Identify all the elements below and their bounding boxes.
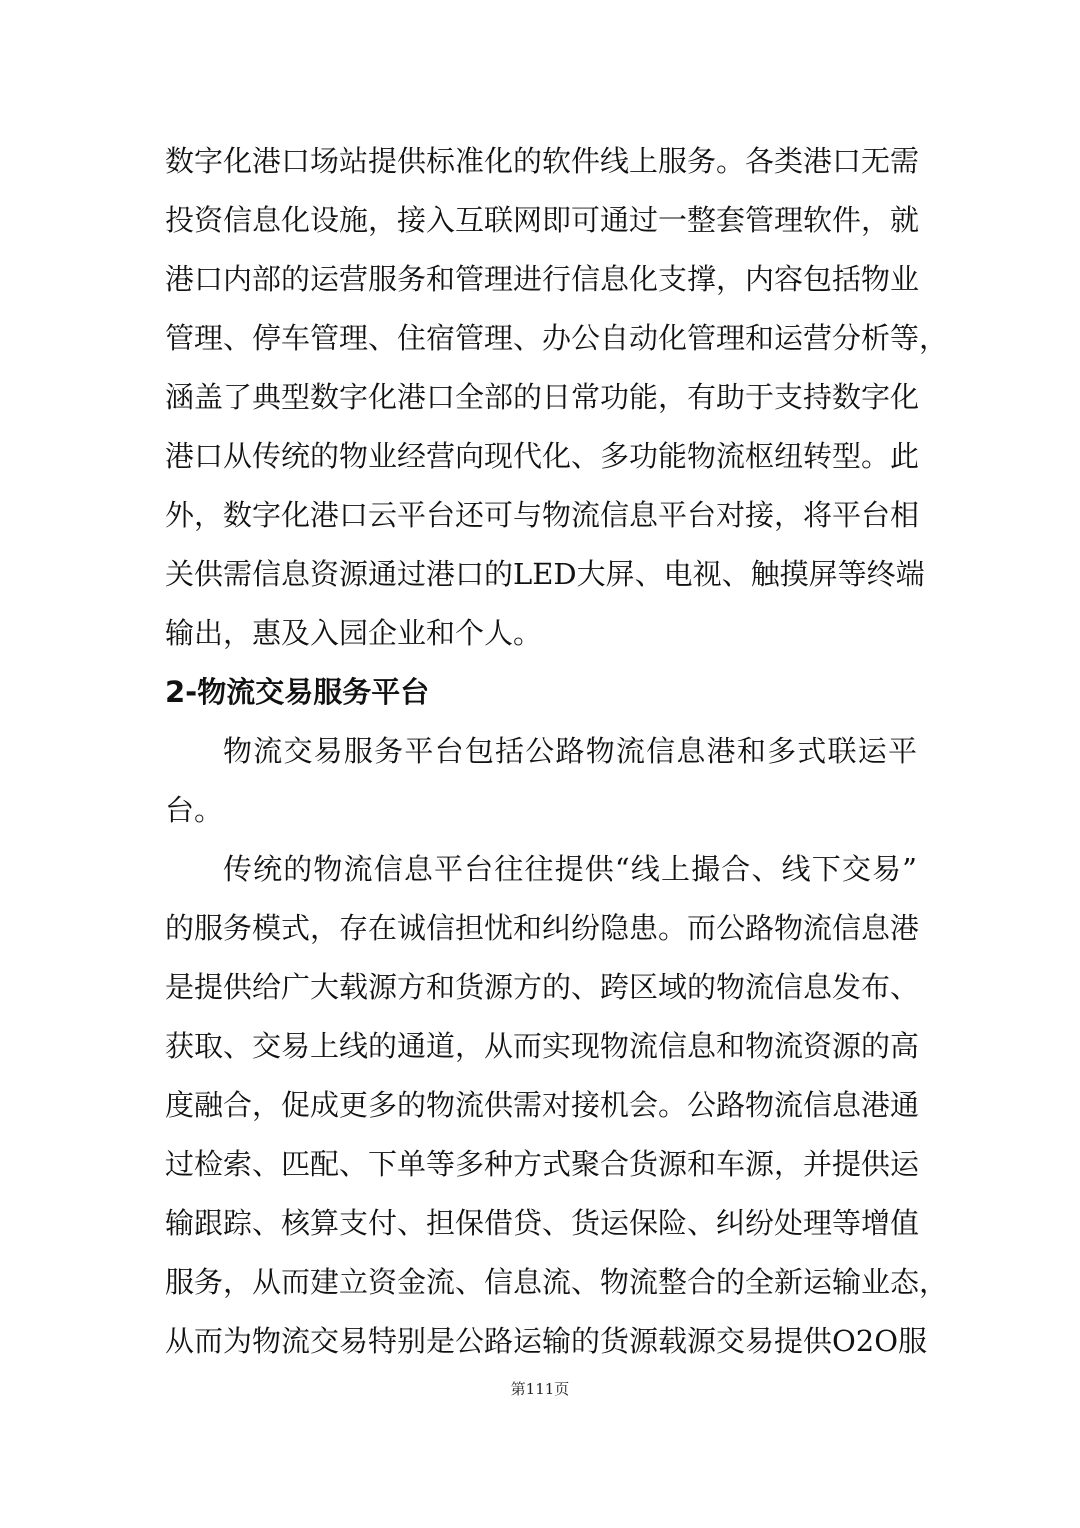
text-line: 管理、停车管理、住宿管理、办公自动化管理和运营分析等， [165, 321, 949, 355]
text-line: 投资信息化设施，接入互联网即可通过一整套管理软件，就 [165, 203, 920, 237]
section-heading: 2-物流交易服务平台 [165, 675, 430, 709]
text-line: 关供需信息资源通过港口的LED大屏、电视、触摸屏等终端 [165, 557, 925, 591]
text-line: 台。 [165, 793, 224, 827]
text-line: 输跟踪、核算支付、担保借贷、货运保险、纠纷处理等增值 [165, 1206, 920, 1240]
document-body [165, 132, 949, 1371]
text-line: 数字化港口场站提供标准化的软件线上服务。各类港口无需 [165, 144, 920, 178]
text-line: 外，数字化港口云平台还可与物流信息平台对接，将平台相 [165, 498, 920, 532]
text-line: 传统的物流信息平台往往提供“线上撮合、线下交易” [223, 852, 917, 886]
text-line: 是提供给广大载源方和货源方的、跨区域的物流信息发布、 [165, 970, 920, 1004]
text-line: 的服务模式，存在诚信担忧和纠纷隐患。而公路物流信息港 [165, 911, 920, 945]
text-line: 输出，惠及入园企业和个人。 [165, 616, 543, 650]
paragraph-road-logistics [165, 840, 949, 1371]
text-line: 过检索、匹配、下单等多种方式聚合货源和车源，并提供运 [165, 1147, 920, 1181]
paragraph-platform-intro [165, 722, 917, 840]
text-line: 度融合，促成更多的物流供需对接机会。公路物流信息港通 [165, 1088, 920, 1122]
text-line: 从而为物流交易特别是公路运输的货源载源交易提供O2O服 [165, 1324, 928, 1358]
text-line: 物流交易服务平台包括公路物流信息港和多式联运平 [223, 734, 917, 768]
text-line: 涵盖了典型数字化港口全部的日常功能，有助于支持数字化 [165, 380, 920, 414]
text-line: 港口从传统的物业经营向现代化、多功能物流枢纽转型。此 [165, 439, 920, 473]
text-line: 服务，从而建立资金流、信息流、物流整合的全新运输业态， [165, 1265, 949, 1299]
text-line: 获取、交易上线的通道，从而实现物流信息和物流资源的高 [165, 1029, 920, 1063]
page-number: 第111页 [510, 1380, 570, 1398]
text-line: 港口内部的运营服务和管理进行信息化支撑，内容包括物业 [165, 262, 920, 296]
paragraph-digital-port [165, 132, 949, 663]
